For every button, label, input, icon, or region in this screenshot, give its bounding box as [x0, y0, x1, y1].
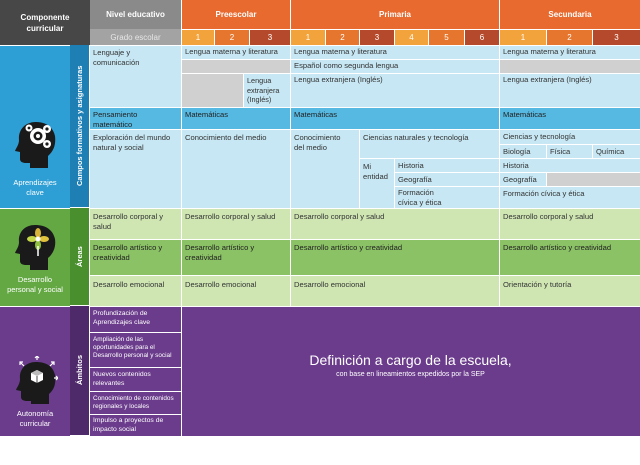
matematicas-pri: Matemáticas — [290, 107, 499, 129]
row-pensamiento: Pensamiento matemático — [90, 107, 181, 129]
emocional-pre: Desarrollo emocional — [181, 275, 290, 306]
row-exploracion: Exploración del mundo natural y social — [90, 129, 181, 208]
gray-sec-geografia — [546, 172, 640, 186]
ambitos-label: Ámbitos — [70, 306, 90, 436]
artistico-pre: Desarrollo artístico y creatividad — [181, 239, 290, 275]
ambito-profundizacion: Profundización de Aprendizajes clave — [90, 306, 181, 332]
matematicas-pre: Matemáticas — [181, 107, 290, 129]
formacion-sec: Formación cívica y ética — [499, 186, 640, 208]
grado-pri-1: 1 — [290, 29, 325, 45]
lengua-extranjera-pre: Lengua extranjera (Inglés) — [243, 73, 290, 107]
matematicas-sec: Matemáticas — [499, 107, 640, 129]
areas-label: Áreas — [70, 208, 90, 306]
ciencias-tecnologia-sec: Ciencias y tecnología — [499, 129, 640, 144]
grado-sec-2: 2 — [546, 29, 592, 45]
historia-sec: Historia — [499, 158, 640, 172]
emocional-pri: Desarrollo emocional — [290, 275, 499, 306]
head-gears-icon — [14, 118, 58, 168]
formacion-pri: Formación cívica y ética — [394, 186, 499, 208]
grado-pri-2: 2 — [325, 29, 359, 45]
preescolar-header: Preescolar — [181, 0, 290, 29]
desarrollo-personal-label: Desarrollo personal y social — [7, 275, 63, 294]
lengua-extranjera-sec: Lengua extranjera (Inglés) — [499, 73, 640, 107]
campos-formativos-label: Campos formativos y asignaturas — [70, 45, 90, 208]
corporal-pri: Desarrollo corporal y salud — [290, 208, 499, 239]
grado-sec-3: 3 — [592, 29, 640, 45]
grado-pre-2: 2 — [214, 29, 249, 45]
row-emocional: Desarrollo emocional — [90, 275, 181, 306]
ambito-impulso: Impulso a proyectos de impacto social — [90, 414, 181, 436]
geografia-sec: Geografía — [499, 172, 546, 186]
componente-curricular-header: Componente curricular — [0, 0, 90, 45]
ambito-nuevos-contenidos: Nuevos contenidos relevantes — [90, 367, 181, 391]
lengua-materna-sec: Lengua materna y literatura — [499, 45, 640, 59]
head-cube-icon — [14, 356, 58, 404]
ambito-ampliacion: Ampliación de las oportunidades para el Desarrollo personal y social — [90, 332, 181, 367]
secundaria-header: Secundaria — [499, 0, 640, 29]
nivel-educativo-header: Nivel educativo — [90, 0, 181, 29]
definicion-subtitle: con base en lineamientos expedidos por la SEP — [336, 371, 485, 378]
lengua-materna-pre: Lengua materna y literatura — [181, 45, 290, 59]
corporal-pre: Desarrollo corporal y salud — [181, 208, 290, 239]
autonomia-label: Autonomía curricular — [16, 409, 54, 428]
grado-pri-3: 3 — [359, 29, 394, 45]
orientacion-sec: Orientación y tutoría — [499, 275, 640, 306]
grado-escolar-header: Grado escolar — [90, 29, 181, 45]
conocimiento-medio-pre: Conocimiento del medio — [181, 129, 290, 208]
artistico-pri: Desarrollo artístico y creatividad — [290, 239, 499, 275]
lengua-materna-pri: Lengua materna y literatura — [290, 45, 499, 59]
definicion-title: Definición a cargo de la escuela, — [309, 352, 512, 368]
grado-sec-1: 1 — [499, 29, 546, 45]
mi-entidad: Mi entidad — [359, 158, 394, 208]
espanol-segunda-lengua: Español como segunda lengua — [290, 59, 499, 73]
geografia-pri: Geografía — [394, 172, 499, 186]
historia-pri: Historia — [394, 158, 499, 172]
grado-pri-6: 6 — [464, 29, 499, 45]
ambito-regionales: Conocimiento de contenidos regionales y locales — [90, 391, 181, 414]
corporal-sec: Desarrollo corporal y salud — [499, 208, 640, 239]
gray-sec-espanol — [499, 59, 640, 73]
row-lenguaje: Lenguaje y comunicación — [90, 45, 181, 107]
head-flower-icon — [15, 222, 57, 270]
row-artistico: Desarrollo artístico y creatividad — [90, 239, 181, 275]
primaria-header: Primaria — [290, 0, 499, 29]
conocimiento-medio-pri: Conocimiento del medio — [290, 129, 359, 208]
gray-pre-espanol — [181, 59, 290, 73]
grado-pre-1: 1 — [181, 29, 214, 45]
lengua-extranjera-pri: Lengua extranjera (Inglés) — [290, 73, 499, 107]
fisica-sec: Física — [546, 144, 592, 158]
grado-pre-3: 3 — [249, 29, 290, 45]
grado-pri-4: 4 — [394, 29, 428, 45]
artistico-sec: Desarrollo artístico y creatividad — [499, 239, 640, 275]
grado-pri-5: 5 — [428, 29, 464, 45]
row-corporal: Desarrollo corporal y salud — [90, 208, 181, 239]
ciencias-naturales-pri: Ciencias naturales y tecnología — [359, 129, 499, 158]
biologia-sec: Biología — [499, 144, 546, 158]
quimica-sec: Química — [592, 144, 640, 158]
aprendizajes-clave-label: Aprendizajes clave — [13, 178, 57, 197]
gray-pre-extranjera — [181, 73, 243, 107]
